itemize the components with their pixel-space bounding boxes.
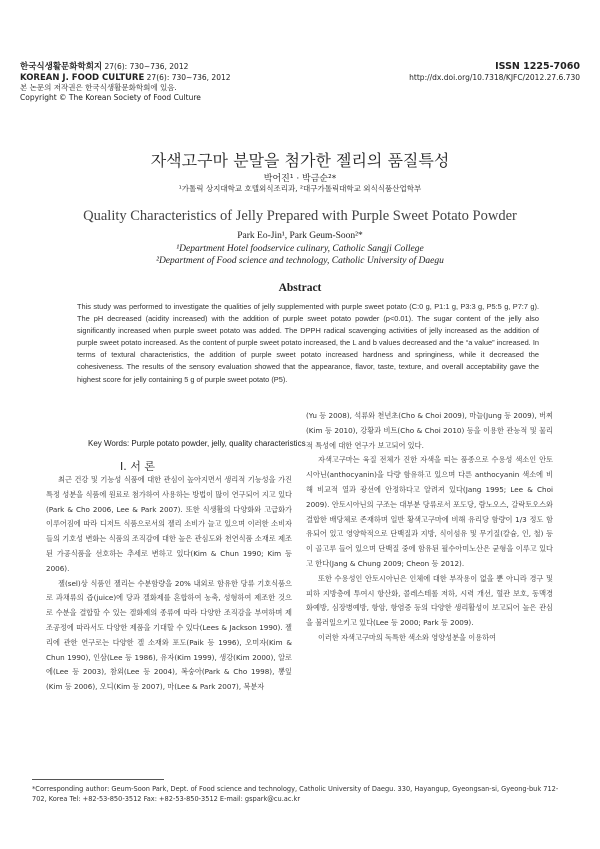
journal-header: [20, 62, 580, 102]
copyright-en: Copyright © The Korean Society of Food Culture: [20, 92, 201, 102]
corresponding-author-footnote: *Corresponding author: Geum-Soon Park, Dept. of Food science and technology, Catholic University of Daegu. 330, Hayangup, Gyeongsan-si, Gyeong-buk 712-702, Korea Tel: +82-53-850-3512 Fax: +82-53-850-3512 E-mail: gspark@cu.ac.kr: [32, 785, 559, 803]
journal-name-en: KOREAN J. FOOD CULTURE: [20, 72, 145, 83]
journal-volume-en: 27(6): 730~736, 2012: [146, 72, 231, 82]
paragraph: 또한 수용성인 안토시아닌은 인체에 대한 부작용이 없을 뿐 아니라 경구 및 피하 지방층에 투여시 항산화, 콜레스테롤 저하, 시력 개선, 혈관 보호, 동맥경화예방, 심장병예방, 항암, 항염증 등의 다양한 생리활성이 보고되어 높은 관심을 불러일으키고 있다(Lee 등 2000; Park 등 2009).: [306, 573, 553, 628]
paragraph: 젤(sel)상 식품인 젤리는 수분함량을 20% 내외로 함유한 당류 기호식품으로 과채류의 즙(juice)에 당과 겔화제를 혼합하여 농축, 성형하여 제조한 것으로 수분을 결합할 수 있는 겔화제의 종류에 따라 다양한 조직감을 부여하며 제조공정에 따라서도 다양한 제품을 기대할 수 있다(Lees & Jackson 1990). 젤리에 관한 연구로는 다양한 겔 소재와 포도(Paik 등 1996), 오미자(Kim & Chun 1990), 인삼(Lee 등 1986), 유자(Kim 1999), 생강(Kim 2000), 알로에(Lee 등 2003), 참외(Lee 등 2004), 복숭아(Park & Cho 1998), 뽕잎(Kim 등 2006), 오디(Kim 등 2007), 마(Lee & Park 2007), 복분자: [46, 578, 292, 692]
right-column: [306, 409, 553, 646]
authors-kr: 박어진¹ · 박금순²*: [263, 174, 337, 184]
keywords: Key Words: Purple potato powder, jelly, quality characteristics: [88, 439, 306, 448]
journal-name-kr: 한국식생활문화학회지: [20, 62, 103, 72]
affiliations-kr: ¹가톨릭 상지대학교 호텔외식조리과, ²대구가톨릭대학교 외식식품산업학부: [178, 184, 422, 193]
doi-link[interactable]: http://dx.doi.org/10.7318/KJFC/2012.27.6.730: [409, 73, 580, 82]
issn: ISSN 1225-7060: [495, 61, 580, 72]
journal-volume-kr: 27(6): 730~736, 2012: [104, 62, 189, 71]
copyright-kr: 본 논문의 저작권은 한국식생활문화학회에 있음.: [20, 83, 177, 92]
title-kr: 자색고구마 분말을 첨가한 젤리의 품질특성: [150, 151, 450, 170]
affiliation-en-2: ²Department of Food science and technology, Catholic University of Daegu: [156, 256, 444, 266]
authors-en: Park Eo-Jin¹, Park Geum-Soon²*: [237, 231, 363, 241]
paragraph: 자색고구마는 육질 전체가 진한 자색을 띠는 품종으로 수용성 색소인 안토시아닌(anthocyanin)을 다량 함유하고 있으며 다른 anthocyanin 색소에 비해 비교적 열과 광선에 안정하다고 알려져 있다(Jang 1995; Lee & Choi 2009). 안토시아닌의 구조는 대부분 당류로서 포도당, 람노오스, 갈락토오스와 결합한 배당체로 존재하며 일반 황색고구마에 비해 유리당 함량이 1/3 정도 함유되어 있고 영양학적으로 단백질과 지방, 식이섬유 및 무기질(칼슘, 인, 철) 등이 골고루 들어 있으며 단백질 중에 함유된 필수아미노산은 균형을 이루고 있다고 한다(Jang & Chung 2009; Cheon 등 2012).: [306, 455, 553, 568]
abstract-text: This study was performed to investigate the qualities of jelly supplemented with purple sweet potato (C:0 g, P1:1 g, P3:3 g, P5:5 g, P7:7 g). The pH decreased (acidity increased) with the addition of purple sweet potato powder (p<0.01). The sugar content of the jelly also significantly increased when purple sweet potato was added. The DPPH radical scavenging activities of jelly increased as the addition of purple sweet potato increased. As the content of purple sweet potato increased, the L and b values decreased and the “a value” increased. In terms of textural characteristics, the addition of purple sweet potato increased hardness and springiness, while it decreased the cohesiveness. The results of the sensory evaluation showed that the appearance, flavor, taste, texture, and overall acceptability gave the highest score for jelly containing 5 g of purple sweet potato (P5).: [77, 302, 539, 384]
abstract-heading: Abstract: [278, 282, 322, 294]
title-en: Quality Characteristics of Jelly Prepared with Purple Sweet Potato Powder: [83, 208, 517, 224]
paragraph: 이러한 자색고구마의 독특한 색소와 영양성분을 이용하여: [318, 632, 497, 642]
footnote-divider: [32, 779, 164, 780]
paragraph: (Yu 등 2008), 석류와 천년초(Cho & Choi 2009), 마늘(Jung 등 2009), 버찌(Kim 등 2010), 강황과 비트(Cho & Choi 2010) 등을 이용한 관능적 및 물리적 특성에 대한 연구가 보고되어 있다.: [306, 411, 553, 450]
affiliation-en-1: ¹Department Hotel foodservice culinary, Catholic Sangji College: [176, 244, 424, 254]
paragraph: 최근 건강 및 기능성 식품에 대한 관심이 높아지면서 생리적 기능성을 가진 특정 성분을 식품에 원료로 첨가하여 사용하는 방법이 많이 연구되어 지고 있다(Park & Cho 2006, Lee & Park 2007). 또한 식생활의 다양화와 고급화가 이루어짐에 따라 디저트 식품으로서의 젤리 소비가 늘고 있으며 이러한 소비자들의 기호성 변화는 식품의 조직감에 대한 높은 관심도와 천연식품 소재로 제조된 가공식품을 선호하는 추세로 변하고 있다(Kim & Chun 1990; Kim 등 2006).: [46, 475, 292, 573]
left-column: [46, 473, 292, 695]
section-heading-introduction: Ⅰ. 서 론: [120, 460, 155, 473]
